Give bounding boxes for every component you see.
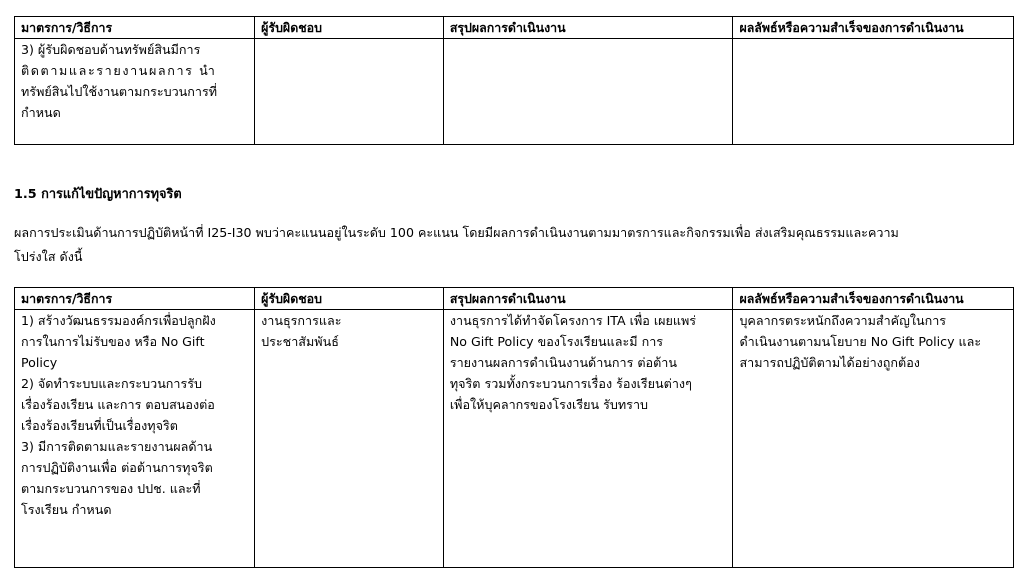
cell-line: เพื่อให้บุคลากรของโรงเรียน รับทราบ	[449, 397, 649, 412]
cell-line: โรงเรียน กำหนด	[21, 502, 112, 517]
cell-line: 3) มีการติดตามและรายงานผลด้าน	[21, 439, 213, 454]
table-header-row	[15, 17, 1014, 39]
cell-measure	[15, 39, 255, 145]
paragraph-line: โปร่งใส ดังนี้	[14, 249, 83, 264]
header-responsible: ผู้รับผิดชอบ	[255, 288, 444, 310]
section-heading: 1.5 การแก้ไขปัญหาการทุจริต	[14, 187, 182, 202]
section-paragraph	[14, 221, 1010, 269]
measures-table	[14, 287, 1014, 568]
cell-line: การในการไม่รับของ หรือ No Gift	[21, 334, 205, 349]
cell-line: Policy	[21, 355, 58, 370]
cell-summary	[443, 39, 733, 145]
cell-line: 1) สร้างวัฒนธรรมองค์กรเพื่อปลูกฝัง	[21, 313, 216, 328]
cell-summary	[443, 310, 733, 568]
cell-line: No Gift Policy ของโรงเรียนและมี การ	[449, 334, 664, 349]
cell-measure	[15, 310, 255, 568]
header-measure: มาตรการ/วิธีการ	[15, 288, 255, 310]
cell-result	[733, 310, 1014, 568]
cell-line: ติดตามและรายงานผลการ นำ	[21, 63, 217, 78]
cell-line: ตามกระบวนการของ ปปช. และที่	[21, 481, 201, 496]
header-summary: สรุปผลการดำเนินงาน	[443, 288, 733, 310]
cell-line: ดำเนินงานตามนโยบาย No Gift Policy และ	[739, 334, 982, 349]
cell-line: กำหนด	[21, 105, 61, 120]
cell-line: ประชาสัมพันธ์	[261, 334, 339, 349]
header-result: ผลลัพธ์หรือความสำเร็จของการดำเนินงาน	[733, 288, 1014, 310]
cell-line: ทรัพย์สินไปใช้งานตามกระบวนการที่	[21, 84, 218, 99]
cell-line: 3) ผู้รับผิดชอบด้านทรัพย์สินมีการ	[21, 42, 201, 57]
cell-line: ทุจริต รวมทั้งกระบวนการเรื่อง ร้องเรียนต่างๆ	[449, 376, 692, 391]
cell-result	[733, 39, 1014, 145]
header-measure: มาตรการ/วิธีการ	[15, 17, 255, 39]
cell-responsible	[255, 39, 444, 145]
table-row	[15, 310, 1014, 568]
cell-line: เรื่องร้องเรียนที่เป็นเรื่องทุจริต	[21, 418, 178, 433]
paragraph-line: ผลการประเมินด้านการปฏิบัติหน้าที่ I25-I30 พบว่าคะแนนอยู่ในระดับ 100 คะแนน โดยมีผลการดำเนินงานตามมาตรการและกิจกรรมเพื่อ ส่งเสริมคุณธรรมและความ	[14, 225, 899, 240]
measures-table-continued	[14, 16, 1014, 145]
cell-responsible	[255, 310, 444, 568]
cell-line: งานธุรการได้ทำจัดโครงการ ITA เพื่อ เผยแพร่	[449, 313, 697, 328]
header-responsible: ผู้รับผิดชอบ	[255, 17, 444, 39]
cell-line: บุคลากรตระหนักถึงความสำคัญในการ	[739, 313, 947, 328]
cell-line: สามารถปฏิบัติตามได้อย่างถูกต้อง	[739, 355, 920, 370]
cell-line: งานธุรการและ	[261, 313, 342, 328]
table-row	[15, 39, 1014, 145]
table-header-row	[15, 288, 1014, 310]
header-result: ผลลัพธ์หรือความสำเร็จของการดำเนินงาน	[733, 17, 1014, 39]
cell-line: การปฏิบัติงานเพื่อ ต่อต้านการทุจริต	[21, 460, 213, 475]
cell-line: 2) จัดทำระบบและกระบวนการรับ	[21, 376, 203, 391]
header-summary: สรุปผลการดำเนินงาน	[443, 17, 733, 39]
cell-line: รายงานผลการดำเนินงานด้านการ ต่อต้าน	[449, 355, 677, 370]
cell-line: เรื่องร้องเรียน และการ ตอบสนองต่อ	[21, 397, 215, 412]
